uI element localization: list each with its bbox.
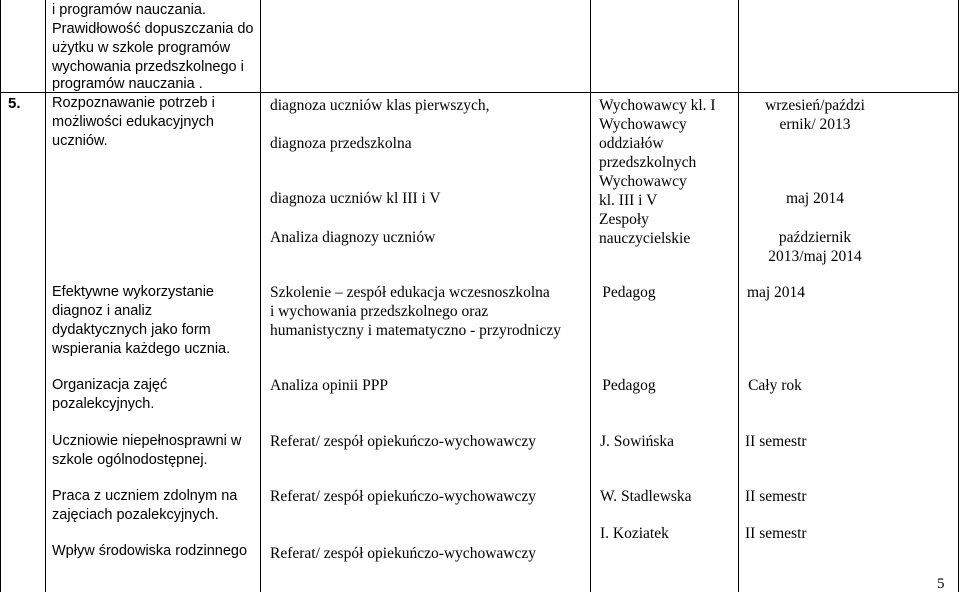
date-line: maj 2014 <box>785 190 845 207</box>
responsible: J. Sowińska <box>600 433 675 450</box>
task-line: humanistyczny i matematyczno - przyrodniczy <box>270 322 561 339</box>
row-number: 5. <box>8 95 21 112</box>
task-line: Szkolenie – zespół edukacja wczesnoszkolna <box>270 284 550 301</box>
goal-line: i programów nauczania. <box>52 2 206 18</box>
task-item: diagnoza przedszkolna <box>270 135 412 152</box>
goal-line: pozalekcyjnych. <box>52 396 155 412</box>
grid-line <box>260 0 261 592</box>
goal-line: zajęciach pozalekcyjnych. <box>52 507 219 523</box>
responsible: W. Stadlewska <box>600 488 692 505</box>
date-line: wrzesień/paździ <box>765 97 865 114</box>
date: II semestr <box>745 488 807 505</box>
goal-line: Uczniowie niepełnosprawni w <box>52 433 242 449</box>
goal-line: możliwości edukacyjnych <box>52 114 214 130</box>
goal: Wpływ środowiska rodzinnego <box>52 543 248 559</box>
page-number: 5 <box>937 576 945 592</box>
responsible-line: Wychowawcy kl. I <box>599 97 716 114</box>
responsible-line: kl. III i V <box>599 192 658 209</box>
goal-line: Efektywne wykorzystanie <box>52 284 214 300</box>
task: Referat/ zespół opiekuńczo-wychowawczy <box>270 545 536 562</box>
goal-line: szkole ogólnodostępnej. <box>52 452 208 468</box>
date: maj 2014 <box>746 284 806 301</box>
date-line: październik <box>778 229 852 246</box>
task-item: Analiza diagnozy uczniów <box>270 229 436 246</box>
task: Referat/ zespół opiekuńczo-wychowawczy <box>270 433 536 450</box>
goal-line: Prawidłowość dopuszczania do <box>52 21 254 37</box>
grid-line <box>958 0 959 592</box>
goal-line: wychowania przedszkolnego i <box>52 59 244 75</box>
responsible: I. Koziatek <box>600 525 669 542</box>
responsible: Pedagog <box>602 377 656 394</box>
goal-line: użytku w szkole programów <box>52 40 231 56</box>
task: Analiza opinii PPP <box>270 377 388 394</box>
goal-line: uczniów. <box>52 133 108 149</box>
goal-line: dydaktycznych jako form <box>52 322 211 338</box>
goal-line: Praca z uczniem zdolnym na <box>52 488 238 504</box>
responsible-line: nauczycielskie <box>599 230 691 247</box>
goal-line: programów nauczania . <box>52 76 203 92</box>
responsible-line: Wychowawcy <box>599 116 687 133</box>
goal-line: diagnoz i analiz <box>52 303 152 319</box>
grid-line <box>45 0 46 592</box>
responsible: Pedagog <box>602 284 656 301</box>
grid-line <box>0 0 1 592</box>
date: II semestr <box>745 525 807 542</box>
goal-line: wspierania każdego ucznia. <box>52 341 231 357</box>
responsible-line: oddziałów <box>599 135 664 152</box>
task-item: diagnoza uczniów kl III i V <box>270 190 441 207</box>
task-item: diagnoza uczniów klas pierwszych, <box>270 97 490 114</box>
date: Cały rok <box>748 377 802 394</box>
date-line: 2013/maj 2014 <box>768 248 862 265</box>
goal-line: Rozpoznawanie potrzeb i <box>52 95 215 111</box>
task: Referat/ zespół opiekuńczo-wychowawczy <box>270 488 536 505</box>
responsible-line: Zespoły <box>599 211 649 228</box>
responsible-line: przedszkolnych <box>599 154 697 171</box>
responsible-line: Wychowawcy <box>599 173 687 190</box>
task-line: i wychowania przedszkolnego oraz <box>270 303 489 320</box>
date: II semestr <box>745 433 807 450</box>
date-line: ernik/ 2013 <box>779 116 851 133</box>
goal-line: Organizacja zajęć <box>52 377 168 393</box>
